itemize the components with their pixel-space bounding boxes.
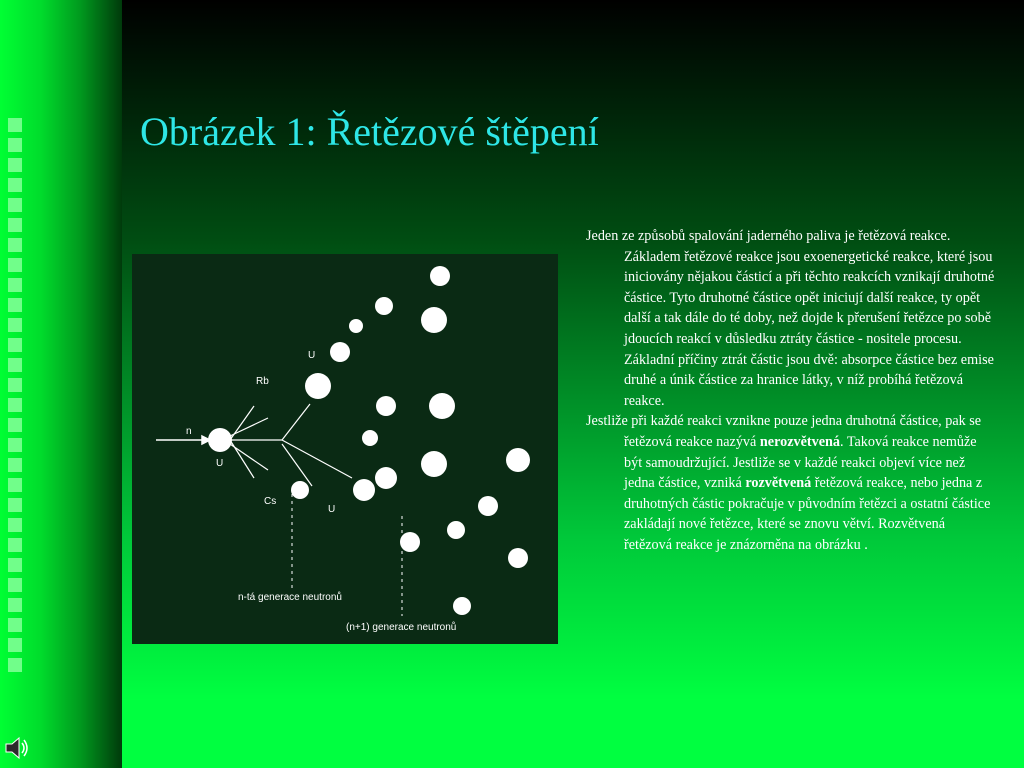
speaker-icon[interactable] <box>4 734 30 762</box>
label-n-gen: n-tá generace neutronů <box>238 592 342 603</box>
label-u-left: U <box>216 458 224 469</box>
label-n: n <box>186 426 192 437</box>
slide-title: Obrázek 1: Řetězové štěpení <box>140 109 599 154</box>
label-rb: Rb <box>256 376 269 387</box>
text-block <box>586 226 996 556</box>
paragraph-2: Jestliže při každé reakci vznikne pouze jedna druhotná částice, pak se řetězová reakce nazývá nerozvětvená. Taková reakce nemůže být samoudržující. Jestliže se v každé reakci objeví více než jedna částice, vzniká rozvětvená řetězová reakce, nebo jedna z druhotných částic pokračuje v původním řetězci a ostatní částice zakládají nové řetězce, které se znovu větví. Rozvětvená řetězová reakce je znázorněna na obrázku . <box>586 413 991 553</box>
paragraph-1: Jeden ze způsobů spalování jaderného paliva je řetězová reakce. Základem řetězové reakce jsou exoenergetické reakce, které jsou iniciovány nějakou částicí a při těchto reakcích vznikají druhotné částice. Tyto druhotné částice opět iniciují další reakce, ty opět další a tak dále do té doby, než dojde k přerušení řetězce po sobě jdoucích reakcí v důsledku ztráty částice - nositele procesu. Základní příčiny ztrát částic jsou dvě: absorpce částice bez emise druhé a únik částice za hranice látky, v níž probíhá řetězová reakce. <box>586 228 995 409</box>
label-u-top: U <box>308 350 316 361</box>
label-n1-gen: (n+1) generace neutronů <box>346 622 457 633</box>
label-u-mid: U <box>328 504 336 515</box>
label-cs: Cs <box>264 496 277 507</box>
chain-reaction-figure <box>132 254 558 644</box>
decorative-squares <box>8 118 26 678</box>
